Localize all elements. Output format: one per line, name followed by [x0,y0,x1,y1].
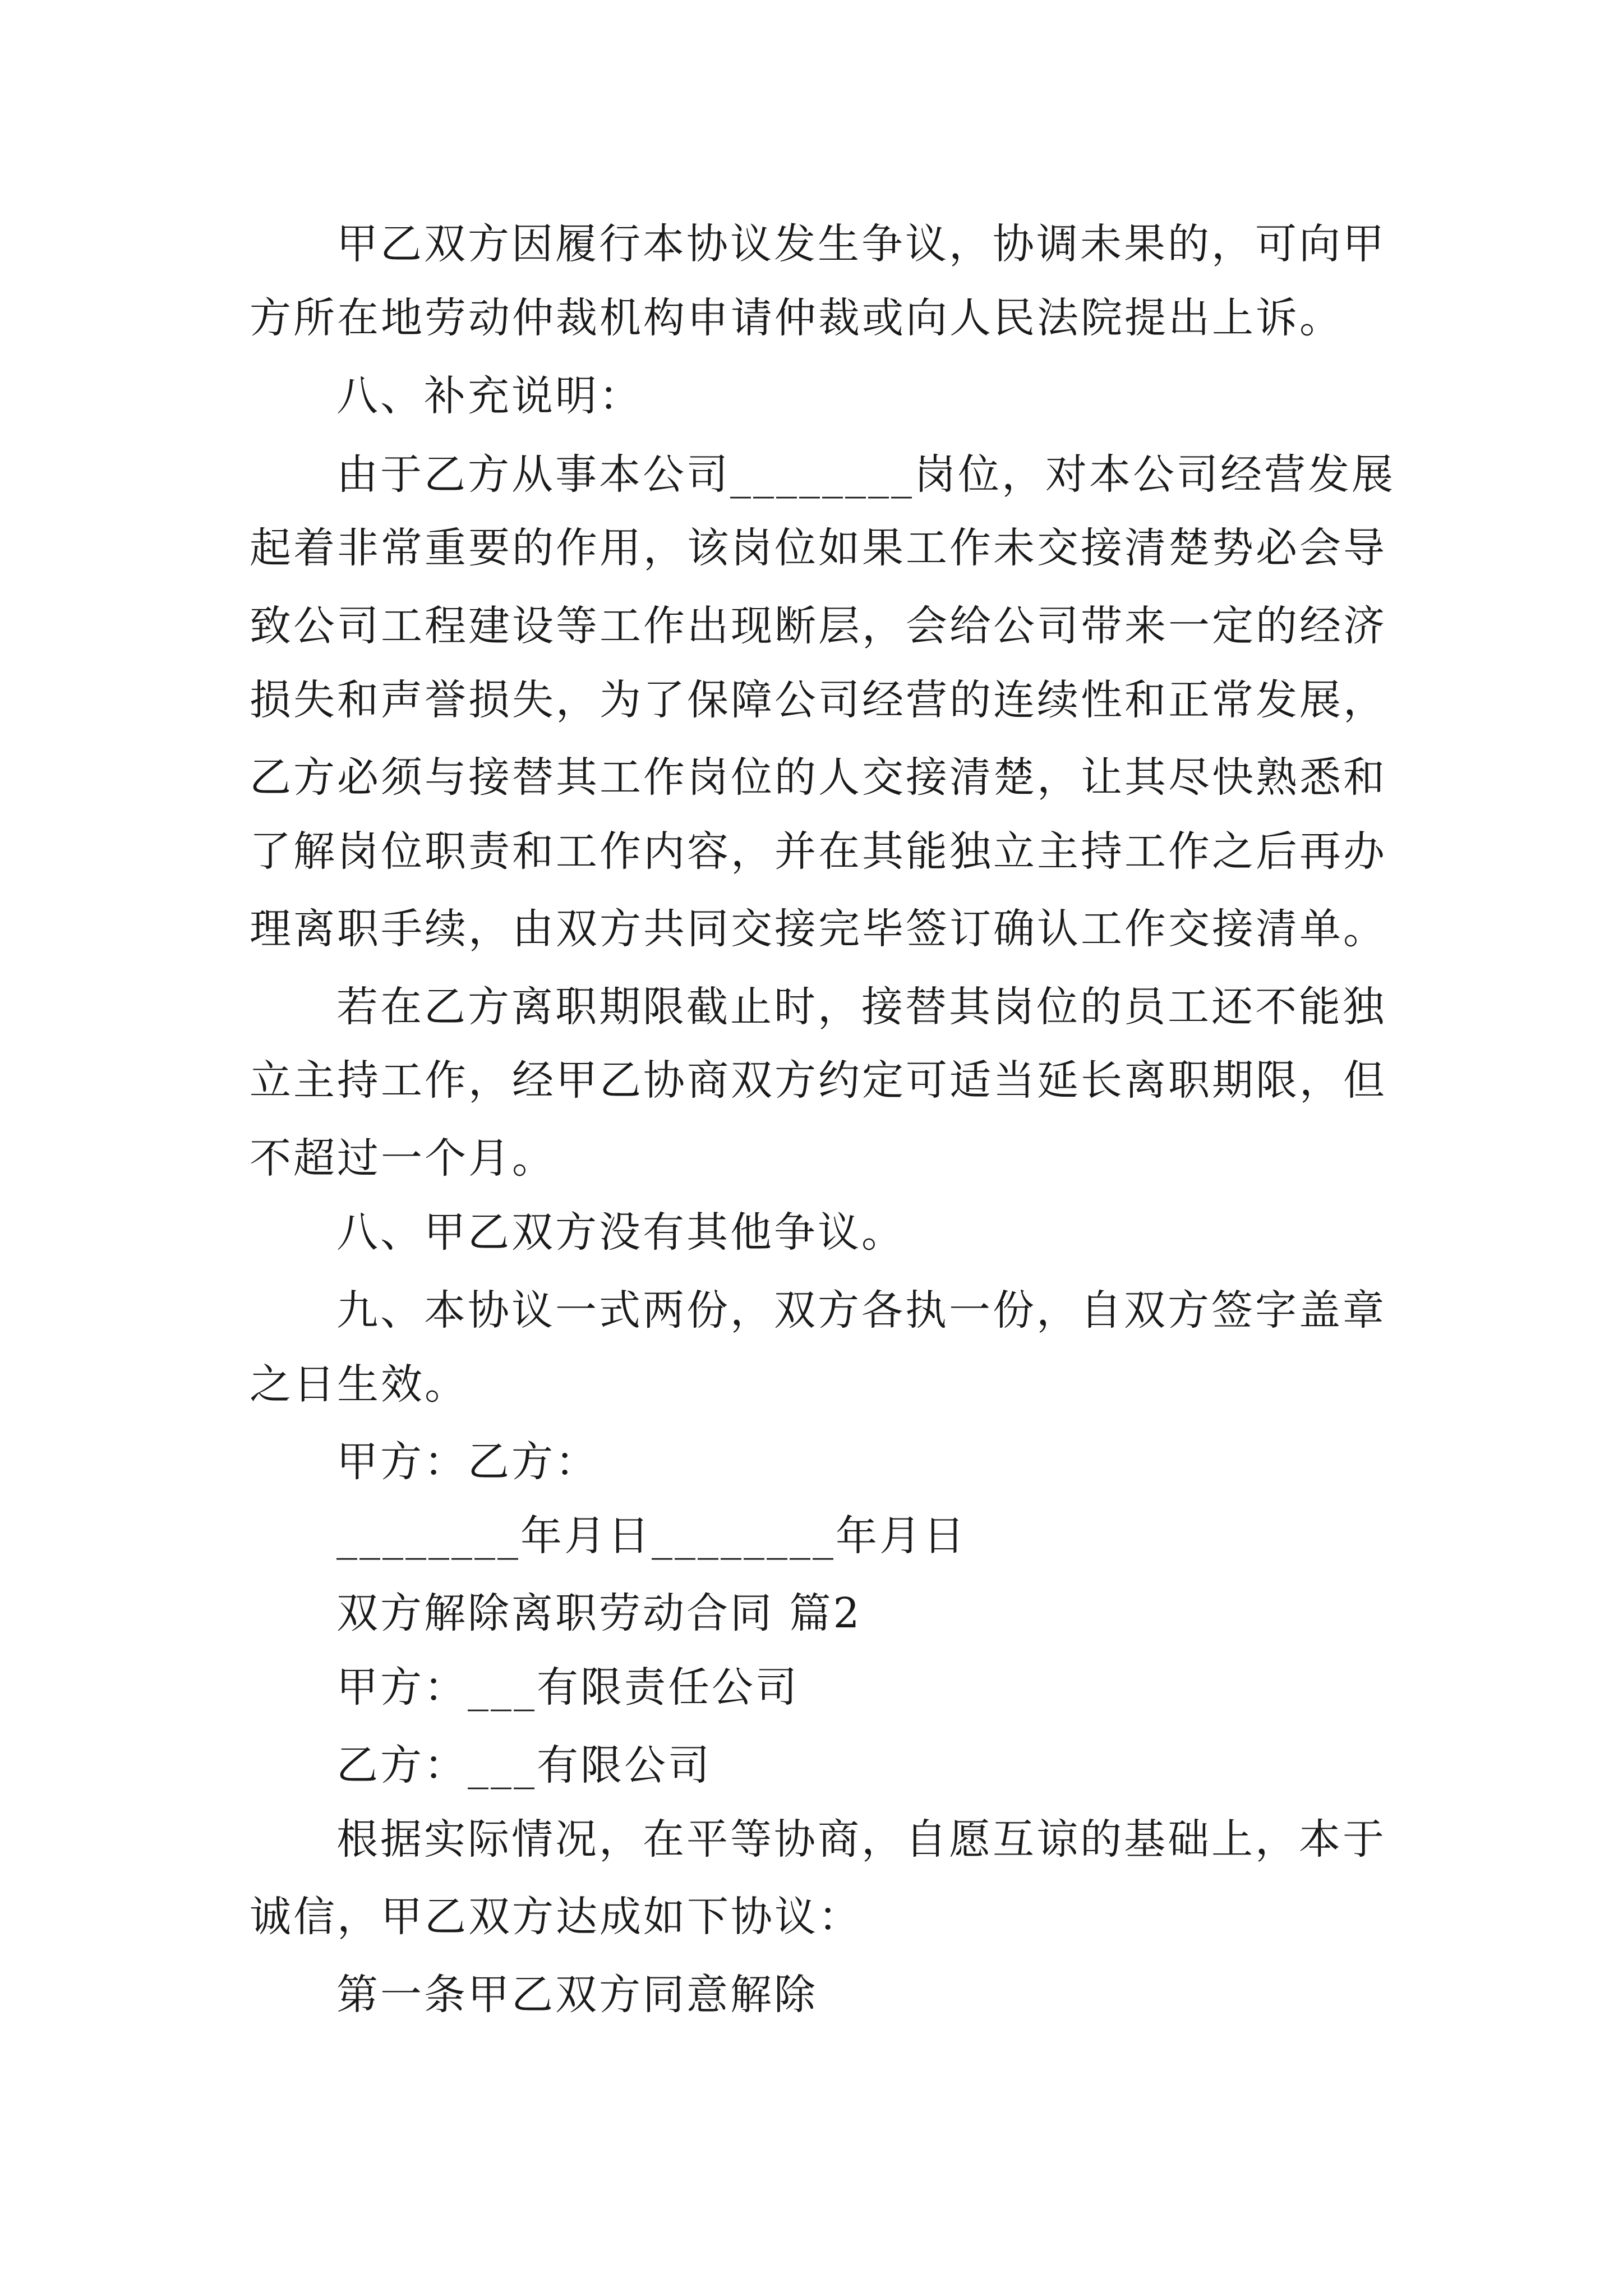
paragraph-line: 由于乙方从事本公司________岗位，对本公司经营发展 [336,450,1395,499]
paragraph-line: 乙方必须与接替其工作岗位的人交接清楚，让其尽快熟悉和 [250,753,1387,802]
paragraph-line: 第一条甲乙双方同意解除 [336,1971,818,2019]
paragraph-line: 致公司工程建设等工作出现断层，会给公司带来一定的经济 [250,602,1387,650]
paragraph-line: 不超过一个月。 [250,1134,556,1182]
section-heading: 八、补充说明： [336,372,643,420]
paragraph-line: 方所在地劳动仲裁机构申请仲裁或向人民法院提出上诉。 [250,294,1343,342]
paragraph-line: 之日生效。 [250,1360,468,1409]
paragraph-line: 立主持工作，经甲乙协商双方约定可适当延长离职期限，但 [250,1056,1387,1105]
paragraph-line: 理离职手续，由双方共同交接完毕签订确认工作交接清单。 [250,905,1387,953]
party-b: 乙方：___有限公司 [336,1741,712,1789]
signature-dates: ________年月日________年月日 [336,1512,967,1560]
paragraph-line: 起着非常重要的作用，该岗位如果工作未交接清楚势必会导 [250,524,1387,572]
paragraph-line: 八、甲乙双方没有其他争议。 [336,1208,905,1257]
paragraph-line: 损失和声誉损失，为了保障公司经营的连续性和正常发展， [250,676,1387,724]
party-a: 甲方：___有限责任公司 [336,1663,799,1711]
paragraph-line: 了解岗位职责和工作内容，并在其能独立主持工作之后再办 [250,827,1387,876]
paragraph-line: 九、本协议一式两份，双方各执一份，自双方签字盖章 [336,1286,1386,1335]
paragraph-line: 甲乙双方因履行本协议发生争议，协调未果的，可向甲 [336,220,1386,268]
signature-parties: 甲方：乙方： [336,1438,599,1486]
paragraph-line: 根据实际情况，在平等协商，自愿互谅的基础上，本于 [336,1815,1386,1864]
section-title: 双方解除离职劳动合同 篇2 [336,1589,862,1637]
paragraph-line: 若在乙方离职期限截止时，接替其岗位的员工还不能独 [336,983,1386,1031]
paragraph-line: 诚信，甲乙双方达成如下协议： [250,1893,862,1941]
